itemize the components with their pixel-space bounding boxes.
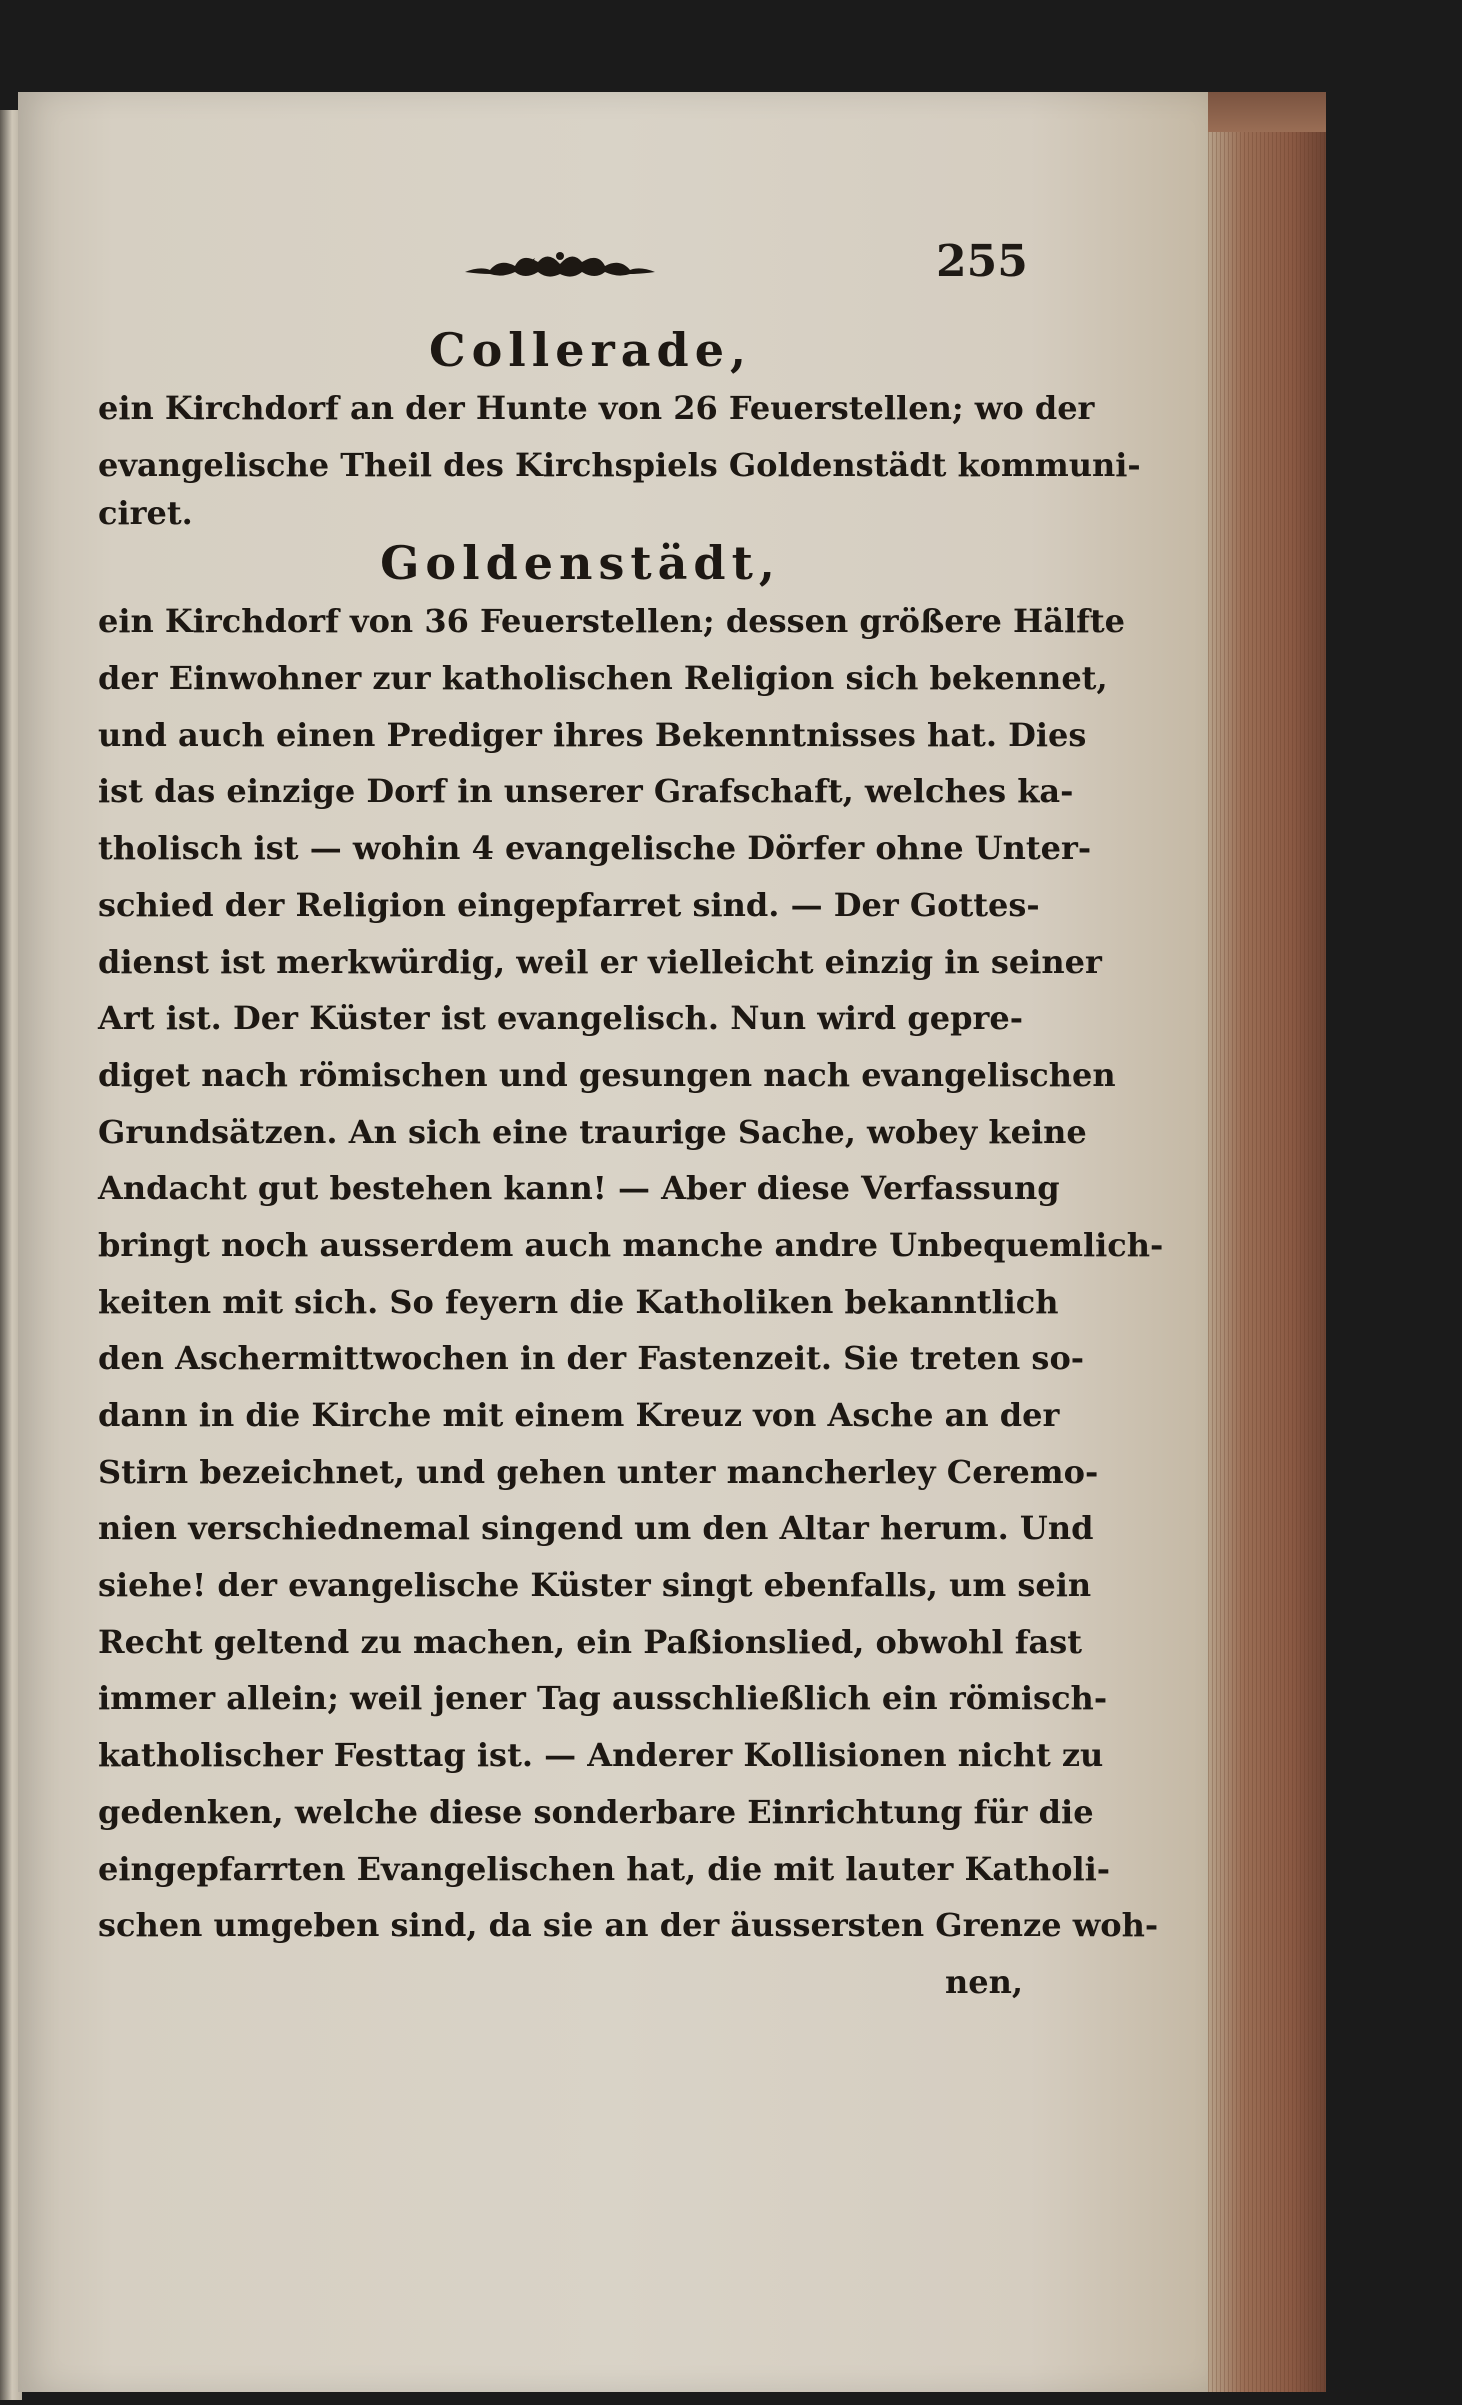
- text-line: keiten mit sich. So feyern die Katholiken bekanntlich: [98, 1282, 1059, 1321]
- text-line: schied der Religion eingepfarret sind. — Der Gottes-: [98, 885, 1040, 924]
- text-line: und auch einen Prediger ihres Bekenntnisses hat. Dies: [98, 715, 1087, 754]
- page-edges: [1208, 92, 1326, 2392]
- text-line: Recht geltend zu machen, ein Paßionslied, obwohl fast: [98, 1622, 1083, 1661]
- text-line: immer allein; weil jener Tag ausschließlich ein römisch-: [98, 1679, 1108, 1718]
- ornament-icon: [460, 244, 660, 284]
- text-line: Grundsätzen. An sich eine traurige Sache, wobey keine: [98, 1112, 1087, 1151]
- text-line: nien verschiednemal singend um den Altar herum. Und: [98, 1509, 1094, 1548]
- text-line: siehe! der evangelische Küster singt ebenfalls, um sein: [98, 1566, 1092, 1605]
- text-line: der Einwohner zur katholischen Religion sich bekennet,: [98, 659, 1108, 698]
- page-number: 255: [936, 236, 1028, 287]
- page-edges-top: [1208, 92, 1326, 132]
- text-line: dienst ist merkwürdig, weil er vielleicht einzig in seiner: [98, 942, 1102, 981]
- text-line: ciret.: [98, 494, 193, 533]
- text-line: ein Kirchdorf von 36 Feuerstellen; dessen größere Hälfte: [98, 602, 1126, 641]
- text-line: schen umgeben sind, da sie an der äussersten Grenze woh-: [98, 1906, 1159, 1945]
- text-line: dann in die Kirche mit einem Kreuz von Asche an der: [98, 1396, 1060, 1434]
- text-line: Art ist. Der Küster ist evangelisch. Nun wird gepre-: [98, 999, 1023, 1038]
- entry-heading: Goldenstädt,: [380, 536, 781, 591]
- text-line: bringt noch ausserdem auch manche andre Unbequemlich-: [98, 1225, 1164, 1264]
- text-body: [98, 320, 1164, 2011]
- text-line: Andacht gut bestehen kann! — Aber diese Verfassung: [98, 1169, 1060, 1208]
- entry-heading: Collerade,: [429, 323, 752, 377]
- text-line: diget nach römischen und gesungen nach evangelischen: [98, 1055, 1116, 1094]
- text-line: ist das einzige Dorf in unserer Grafschaft, welches ka-: [98, 772, 1074, 811]
- text-line: eingepfarrten Evangelischen hat, die mit lauter Katholi-: [98, 1849, 1111, 1888]
- catchword: nen,: [944, 1962, 1023, 2001]
- text-line: katholischer Festtag ist. — Anderer Kollisionen nicht zu: [98, 1736, 1104, 1775]
- text-line: den Aschermittwochen in der Fastenzeit. Sie treten so-: [98, 1339, 1085, 1378]
- text-line: Stirn bezeichnet, und gehen unter mancherley Ceremo-: [98, 1452, 1099, 1491]
- text-line: gedenken, welche diese sonderbare Einrichtung für die: [98, 1792, 1094, 1831]
- text-line: evangelische Theil des Kirchspiels Goldenstädt kommuni-: [98, 445, 1141, 484]
- page-header: [460, 236, 1028, 296]
- text-line: tholisch ist — wohin 4 evangelische Dörfer ohne Unter-: [98, 829, 1092, 868]
- text-line: ein Kirchdorf an der Hunte von 26 Feuerstellen; wo der: [98, 389, 1095, 427]
